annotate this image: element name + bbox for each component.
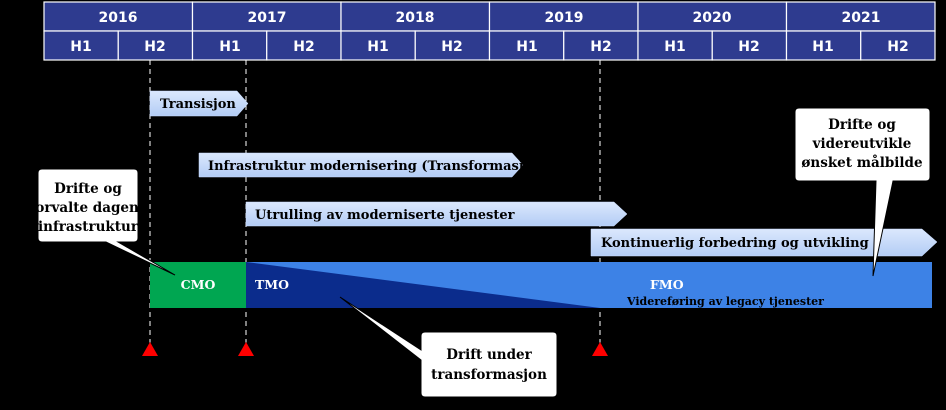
half-label: H2 (738, 39, 760, 55)
callout-left-line: forvalte dagens (29, 200, 147, 216)
callout-right-line: videreutvikle (812, 136, 912, 152)
half-label: H1 (664, 39, 686, 55)
callout-bottom-line: Drift under (446, 347, 532, 363)
year-label: 2018 (395, 10, 435, 26)
callout-bottom-line: transformasjon (431, 367, 547, 383)
cmo-label: CMO (180, 277, 216, 292)
half-label: H1 (70, 39, 92, 55)
half-label: H1 (367, 39, 389, 55)
utrulling-label: Utrulling av moderniserte tjenester (255, 208, 515, 223)
half-label: H2 (441, 39, 463, 55)
milestone-triangle (142, 342, 158, 356)
half-label: H2 (887, 39, 909, 55)
half-label: H2 (590, 39, 612, 55)
year-label: 2020 (692, 10, 732, 26)
fmo-label: FMO (650, 277, 684, 292)
year-label: 2021 (841, 10, 881, 26)
transisjon-label: Transisjon (160, 97, 236, 112)
legacy-label: Videreføring av legacy tjenester (627, 295, 824, 308)
year-label: 2016 (98, 10, 138, 26)
half-label: H1 (219, 39, 241, 55)
kontinuerlig-label: Kontinuerlig forbedring og utvikling (601, 236, 869, 251)
year-header (44, 2, 935, 31)
year-label: 2019 (544, 10, 584, 26)
callout-right-line: ønsket målbilde (801, 155, 923, 171)
tmo-label: TMO (255, 277, 290, 292)
half-header (44, 31, 935, 60)
half-label: H1 (516, 39, 538, 55)
infrastruktur-label: Infrastruktur modernisering (Transformasjon) (208, 159, 548, 174)
callout-left-line: Drifte og (54, 181, 122, 197)
half-label: H1 (812, 39, 834, 55)
callout-left-line: infrastruktur (38, 219, 138, 235)
callout-right-line: Drifte og (828, 117, 896, 133)
year-label: 2017 (247, 10, 287, 26)
milestone-triangle (592, 342, 608, 356)
milestone-triangle (238, 342, 254, 356)
half-label: H2 (293, 39, 315, 55)
half-label: H2 (144, 39, 166, 55)
